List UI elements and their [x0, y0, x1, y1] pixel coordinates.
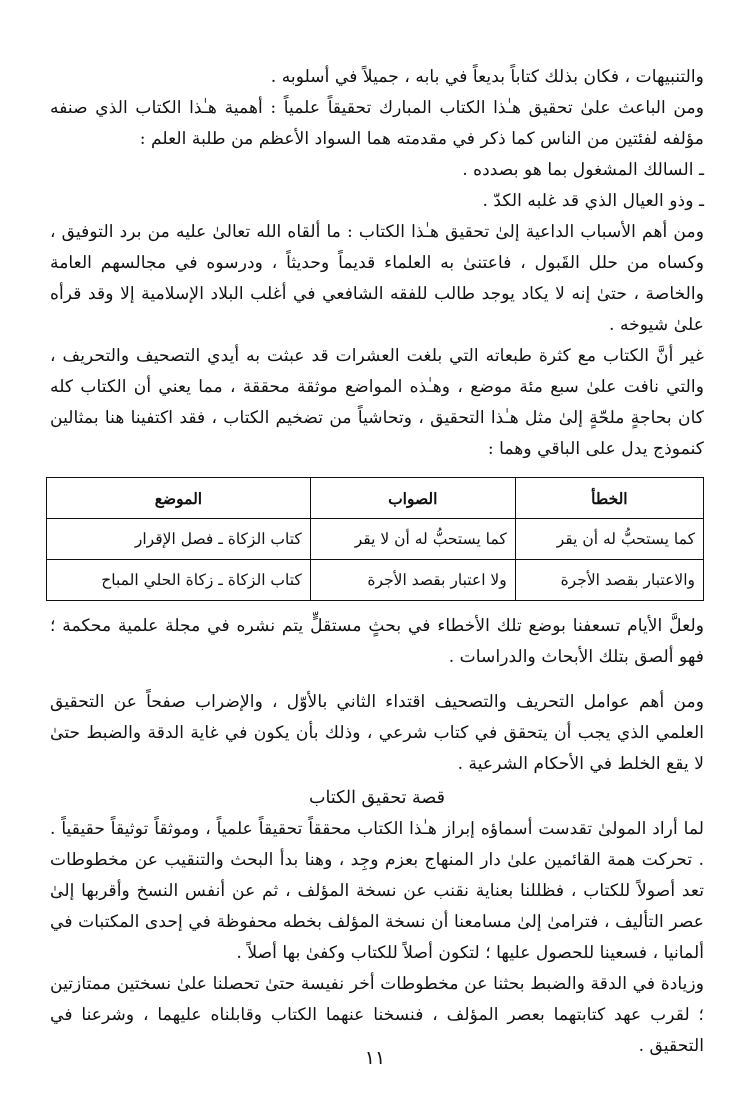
page-number: ١١ [364, 1047, 386, 1069]
table-row [47, 519, 704, 560]
header-correct: الصواب [310, 478, 515, 519]
cell-error: والاعتبار بقصد الأجرة [515, 560, 703, 601]
paragraph-5: ولعلَّ الأيام تسعفنا بوضع تلك الأخطاء في بحثٍ مستقلٍّ يتم نشره في مجلة علمية محكمة ؛ فهو ألصق بتلك الأبحاث والدراسات . [50, 616, 704, 667]
paragraph-8: وزيادة في الدقة والضبط بحثنا عن مخطوطات أخر نفيسة حتىٰ تحصلنا علىٰ نسختين ممتازتين ؛ لقرب عهد كتابتهما بعصر المؤلف ، فنسخنا عنهما الكتاب وقابلناه عليهما ، وشرعنا في التحقيق . [50, 974, 704, 1056]
paragraph-6: ومن أهم عوامل التحريف والتصحيف اقتداء الثاني بالأوّل ، والإضراب صفحاً عن التحقيق العلمي الذي يجب أن يتحقق في كتاب شرعي ، وذلك بأن يكون في غاية الدقة والضبط حتىٰ لا يقع الخلط في الأحكام الشرعية . [50, 692, 704, 774]
cell-location: كتاب الزكاة ـ زكاة الحلي المباح [47, 560, 311, 601]
errata-table [46, 477, 704, 601]
section-heading: قصة تحقيق الكتاب [309, 788, 445, 808]
list-item-2: ـ وذو العيال الذي قد غلبه الكدّ . [482, 191, 704, 211]
header-error: الخطأ [515, 478, 703, 519]
cell-correct: كما يستحبُّ له أن لا يقر [310, 519, 515, 560]
table-row [47, 560, 704, 601]
paragraph-3: ومن أهم الأسباب الداعية إلىٰ تحقيق هـٰذا الكتاب : ما ألقاه الله تعالىٰ عليه من برد التوفيق ، وكساه من حلل القَبول ، فاعتنىٰ به العلماء قديماً وحديثاً ، ودرسوه في مجالسهم العامة والخاصة ، حتىٰ إنه لا يكاد يوجد طالب للفقه الشافعي في أغلب البلاد الإسلامية إلا وقد قرأه علىٰ شيوخه . [50, 222, 704, 335]
list-item-1: ـ السالك المشغول بما هو بصدده . [462, 160, 704, 180]
paragraph-1: والتنبيهات ، فكان بذلك كتاباً بديعاً في بابه ، جميلاً في أسلوبه . [270, 67, 704, 87]
cell-correct: ولا اعتبار بقصد الأجرة [310, 560, 515, 601]
table-header-row [47, 478, 704, 519]
paragraph-4: غير أنَّ الكتاب مع كثرة طبعاته التي بلغت العشرات قد عبثت به أيدي التصحيف والتحريف ، والتي نافت علىٰ سبع مئة موضع ، وهـٰذه المواضع موثقة محققة ، مما يعني أن الكتاب كله كان بحاجةٍ ملحّةٍ إلىٰ مثل هـٰذا التحقيق ، وتحاشياً من تضخيم الكتاب ، فقد اكتفينا هنا بمثالين كنموذج يدل على الباقي وهما : [50, 346, 704, 459]
cell-location: كتاب الزكاة ـ فصل الإقرار [47, 519, 311, 560]
cell-error: كما يستحبُّ له أن يقر [515, 519, 703, 560]
header-location: الموضع [47, 478, 311, 519]
paragraph-2: ومن الباعث علىٰ تحقيق هـٰذا الكتاب المبارك تحقيقاً علمياً : أهمية هـٰذا الكتاب الذي صنفه مؤلفه لفئتين من الناس كما ذكر في مقدمته هما السواد الأعظم من طلبة العلم : [50, 98, 704, 149]
paragraph-7: لما أراد المولىٰ تقدست أسماؤه إبراز هـٰذا الكتاب محققاً تحقيقاً علمياً ، وموثقاً توثيقاً حقيقياً . . تحركت همة القائمين علىٰ دار المنهاج بعزم وجِد ، وهنا بدأ البحث والتنقيب عن مخطوطات تعد أصولاً للكتاب ، فظللنا بعناية نقنب عن نسخة المؤلف ، ثم عن أنفس النسخ وأقربها إلىٰ عصر التأليف ، فترامىٰ إلىٰ مسامعنا أن نسخة المؤلف بخطه محفوظة في إحدى المكتبات في ألمانيا ، فسعينا للحصول عليها ؛ لتكون أصلاً للكتاب وكفىٰ بها أصلاً . [50, 819, 704, 963]
